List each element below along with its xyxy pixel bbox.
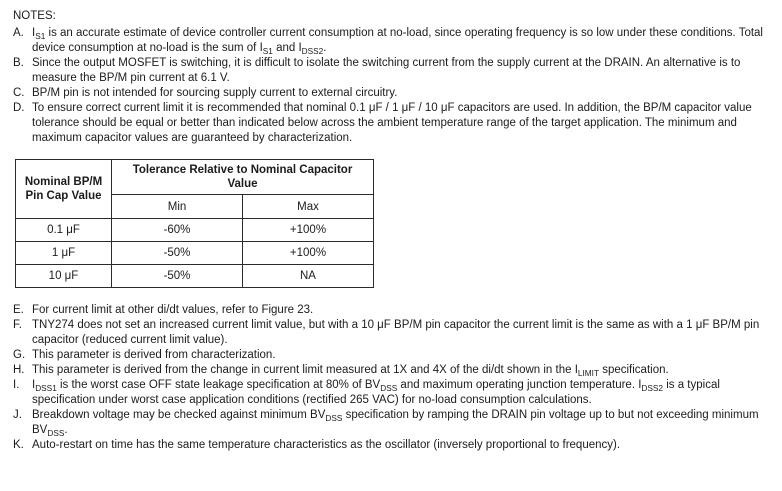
cap-value-cell: 10 μF: [16, 265, 112, 288]
note-e: [13, 303, 770, 318]
note-i: [13, 378, 770, 408]
note-text: $I_{S1}$ is an accurate estimate of device controller current consumption at no-load, since operating frequency is so low under these conditions. Total device consumption at no-load is the sum of $I_{S1}$ and $I_{DSS2}$.: [32, 27, 763, 56]
note-k: [13, 438, 770, 453]
min-cell: -50%: [112, 265, 243, 288]
note-c: [13, 86, 770, 101]
note-j: [13, 408, 770, 438]
note-letter: D.: [13, 102, 25, 114]
table-row: [16, 219, 374, 242]
note-letter: G.: [13, 349, 26, 361]
cap-value-cell: 0.1 μF: [16, 219, 112, 242]
note-g: [13, 348, 770, 363]
note-text: BP/M pin is not intended for sourcing supply current to external circuitry.: [32, 87, 398, 99]
min-cell: -50%: [112, 242, 243, 265]
table-header-tolerance: Tolerance Relative to Nominal Capacitor Value: [112, 160, 374, 195]
note-letter: C.: [13, 87, 25, 99]
note-text: To ensure correct current limit it is recommended that nominal 0.1 μF / 1 μF / 10 μF capacitors are used. In addition, the BP/M capacitor value tolerance should be equal or better than indicated below across the ambient temperature range of the target application. The minimum and maximum capacitor values are guaranteed by characterization.: [32, 102, 752, 144]
note-text: Breakdown voltage may be checked against minimum $BV_{DSS}$ specification by ramping the DRAIN pin voltage up to but not exceeding minimum $BV_{DSS}$.: [32, 409, 759, 438]
note-letter: K.: [13, 439, 24, 451]
note-d: [13, 101, 770, 146]
note-letter: E.: [13, 304, 24, 316]
notes-group-bottom: [13, 303, 770, 453]
max-cell: +100%: [243, 242, 374, 265]
note-letter: B.: [13, 57, 24, 69]
max-cell: NA: [243, 265, 374, 288]
note-letter: A.: [13, 27, 24, 39]
note-letter: J.: [13, 409, 22, 421]
max-cell: +100%: [243, 219, 374, 242]
notes-title: NOTES:: [13, 10, 56, 22]
table-row: [16, 242, 374, 265]
note-f: [13, 318, 770, 348]
min-cell: -60%: [112, 219, 243, 242]
note-a: [13, 26, 770, 56]
note-text: This parameter is derived from the change in current limit measured at 1X and 4X of the di/dt shown in the $I_{LIMIT}$ specification.: [32, 364, 669, 378]
table-row: [16, 265, 374, 288]
note-letter: F.: [13, 319, 22, 331]
note-text: TNY274 does not set an increased current limit value, but with a 10 μF BP/M pin capacitor the current limit is the same as with a 1 μF BP/M pin capacitor (reduced current limit value).: [32, 319, 760, 346]
note-text: Since the output MOSFET is switching, it is difficult to isolate the switching current from the supply current at the DRAIN. An alternative is to measure the BP/M pin current at 6.1 V.: [32, 57, 741, 84]
table-header-row: [16, 160, 374, 195]
table-subheader-min: Min: [112, 195, 243, 219]
note-text: For current limit at other di/dt values, refer to Figure 23.: [32, 304, 314, 316]
table-body: [16, 219, 374, 288]
note-text: $I_{DSS1}$ is the worst case OFF state leakage specification at 80% of $BV_{DSS}$ and maximum operating junction temperature. $I_{DSS2}$ is a typical specification under worst case application conditions (rectified 265 VAC) for no-load consumption calculations.: [32, 379, 720, 406]
note-text: Auto-restart on time has the same temperature characteristics as the oscillator (inversely proportional to frequency).: [32, 439, 621, 451]
capacitor-tolerance-table: [15, 159, 374, 288]
table-subheader-max: Max: [243, 195, 374, 219]
table-header-cap-value: Nominal BP/M Pin Cap Value: [16, 160, 112, 219]
note-letter: H.: [13, 364, 25, 376]
note-letter: I.: [13, 379, 20, 391]
note-text: This parameter is derived from characterization.: [32, 349, 276, 361]
notes-group-top: [13, 26, 770, 146]
cap-value-cell: 1 μF: [16, 242, 112, 265]
note-h: [13, 363, 770, 378]
note-b: [13, 56, 770, 86]
